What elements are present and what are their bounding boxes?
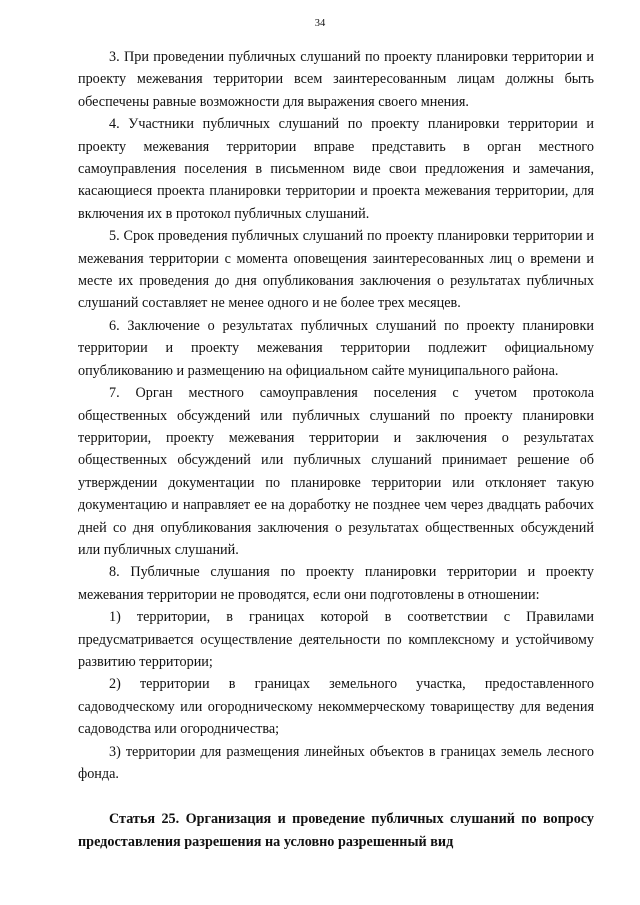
- paragraph-5: 5. Срок проведения публичных слушаний по проекту планировки территории и межевания территории с момента оповещения заинтересованных лиц о времени и месте их проведения до дня опубликования заключения о результатах публичных слушаний составляет не менее одного и не более трех месяцев.: [78, 228, 594, 312]
- article-25-heading: Статья 25. Организация и проведение публичных слушаний по вопросу предоставления разрешения на условно разрешенный вид: [78, 811, 594, 850]
- list-item-2: 2) территории в границах земельного участка, предоставленного садоводческому или огородническому некоммерческому товариществу для ведения садоводства или огородничества;: [78, 676, 594, 738]
- paragraph-4: 4. Участники публичных слушаний по проекту планировки территории и проекту межевания территории вправе представить в орган местного самоуправления поселения в письменном виде свои предложения и замечания, касающиеся проекта планировки территории и проекта межевания территории, для включения их в протокол публичных слушаний.: [78, 116, 594, 222]
- paragraph-8: 8. Публичные слушания по проекту планировки территории и проекту межевания территории не проводятся, если они подготовлены в отношении:: [78, 564, 594, 603]
- list-item-1: 1) территории, в границах которой в соответствии с Правилами предусматривается осуществление деятельности по комплексному и устойчивому развитию территории;: [78, 609, 594, 670]
- document-body: [78, 46, 594, 853]
- page-number: 34: [314, 18, 326, 29]
- paragraph-6: 6. Заключение о результатах публичных слушаний по проекту планировки территории и проекту межевания территории подлежит официальному опубликованию и размещению на официальном сайте муниципального района.: [78, 317, 594, 379]
- paragraph-7: 7. Орган местного самоуправления поселения с учетом протокола общественных обсуждений или публичных слушаний по проекту планировки территории, проекту межевания территории и заключения о результатах общественных обсуждений или публичных слушаний принимает решение об утверждении документации по планировке территории или отклоняет такую документацию и направляет ее на доработку не позднее чем через двадцать рабочих дней со дня опубликования заключения о результатах общественных обсуждений или публичных слушаний.: [78, 385, 594, 558]
- paragraph-3: 3. При проведении публичных слушаний по проекту планировки территории и проекту межевания территории всем заинтересованным лицам должны быть обеспечены равные возможности для выражения своего мнения.: [78, 49, 594, 110]
- list-item-3: 3) территории для размещения линейных объектов в границах земель лесного фонда.: [78, 743, 594, 782]
